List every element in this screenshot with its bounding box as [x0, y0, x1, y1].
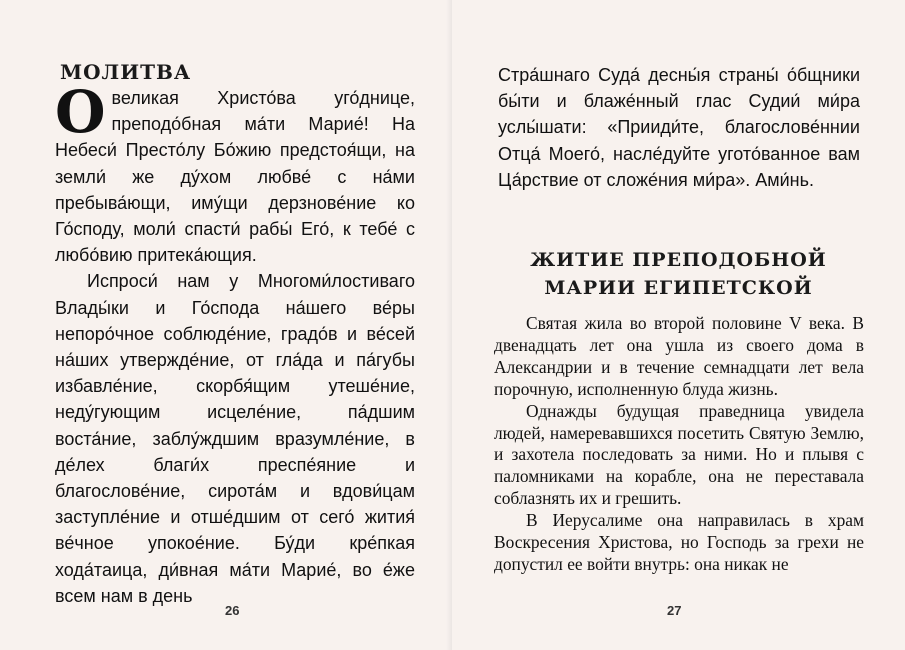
left-page — [0, 0, 452, 650]
life-heading — [452, 246, 905, 302]
drop-cap: О — [55, 78, 106, 146]
life-heading-line-1: ЖИТИЕ ПРЕПОДОБНОЙ — [530, 249, 827, 271]
life-paragraph-1: Святая жила во второй половине V века. В двенадцать лет она ушла из своего дома в Александрии и в течение семнадцати лет вела порочную, исполненную блуда жизнь. — [494, 313, 864, 399]
life-text — [494, 313, 864, 576]
right-page — [452, 0, 905, 650]
prayer-paragraph-1 — [55, 78, 415, 268]
prayer-paragraph-1-text: великая Христо́ва уго́днице, преподо́бная ма́ти Марие́! На Небеси́ Престо́лу Бо́жию предстоя́щи, на земли́ же ду́хом любве́ с на́ми пребыва́ющи, иму́щи дерзнове́ние ко Го́споду, моли́ спасти́ рабы́ Его́, к тебе́ с любо́вию притека́ющия. — [55, 88, 415, 266]
prayer-continuation: Стра́шнаго Суда́ десны́я страны́ о́бщники бы́ти и блаже́нный глас Судии́ ми́ра услы́шати: «Прииди́те, благослове́ннии Отца́ Моего́, насле́дуйте угото́ванное вам Ца́рствие от сложе́ния ми́ра». Ами́нь. — [498, 65, 860, 190]
life-paragraph-2: Однажды будущая праведница увидела людей, намеревавшихся посетить Святую Землю, и захотела последовать за ними. Но и плывя с паломниками на корабле, она не переставала соблазнять их и грешить. — [494, 400, 864, 509]
life-heading-line-2: МАРИИ ЕГИПЕТСКОЙ — [544, 277, 813, 299]
prayer-paragraph-2: Испроси́ нам у Многоми́лостиваго Влады́ки и Го́спода на́шего ве́ры непоро́чное соблюде́ние, градо́в и ве́сей на́ших утвержде́ние, от гла́да и па́губы избавле́ние, скорбя́щим утеше́ние, неду́гующим исцеле́ние, па́дшим воста́ние, заблу́ждшим вразумле́ние, в де́лех благи́х преспе́яние и благослове́ние, сирота́м и вдови́цам заступле́ние и отше́дшим от сего́ жития́ ве́чное упокое́ние. Бу́ди кре́пкая хода́таица, ди́вная ма́ти Марие́, во е́же всем нам в день — [55, 271, 415, 606]
prayer-heading: МОЛИТВА — [60, 60, 192, 84]
page-number-left: 26 — [225, 603, 240, 618]
page-number-right: 27 — [667, 603, 682, 618]
life-paragraph-3: В Иерусалиме она направилась в храм Воскресения Христова, но Господь за грехи не допустил ее войти внутрь: она никак не — [494, 510, 864, 574]
prayer-text — [55, 78, 415, 609]
